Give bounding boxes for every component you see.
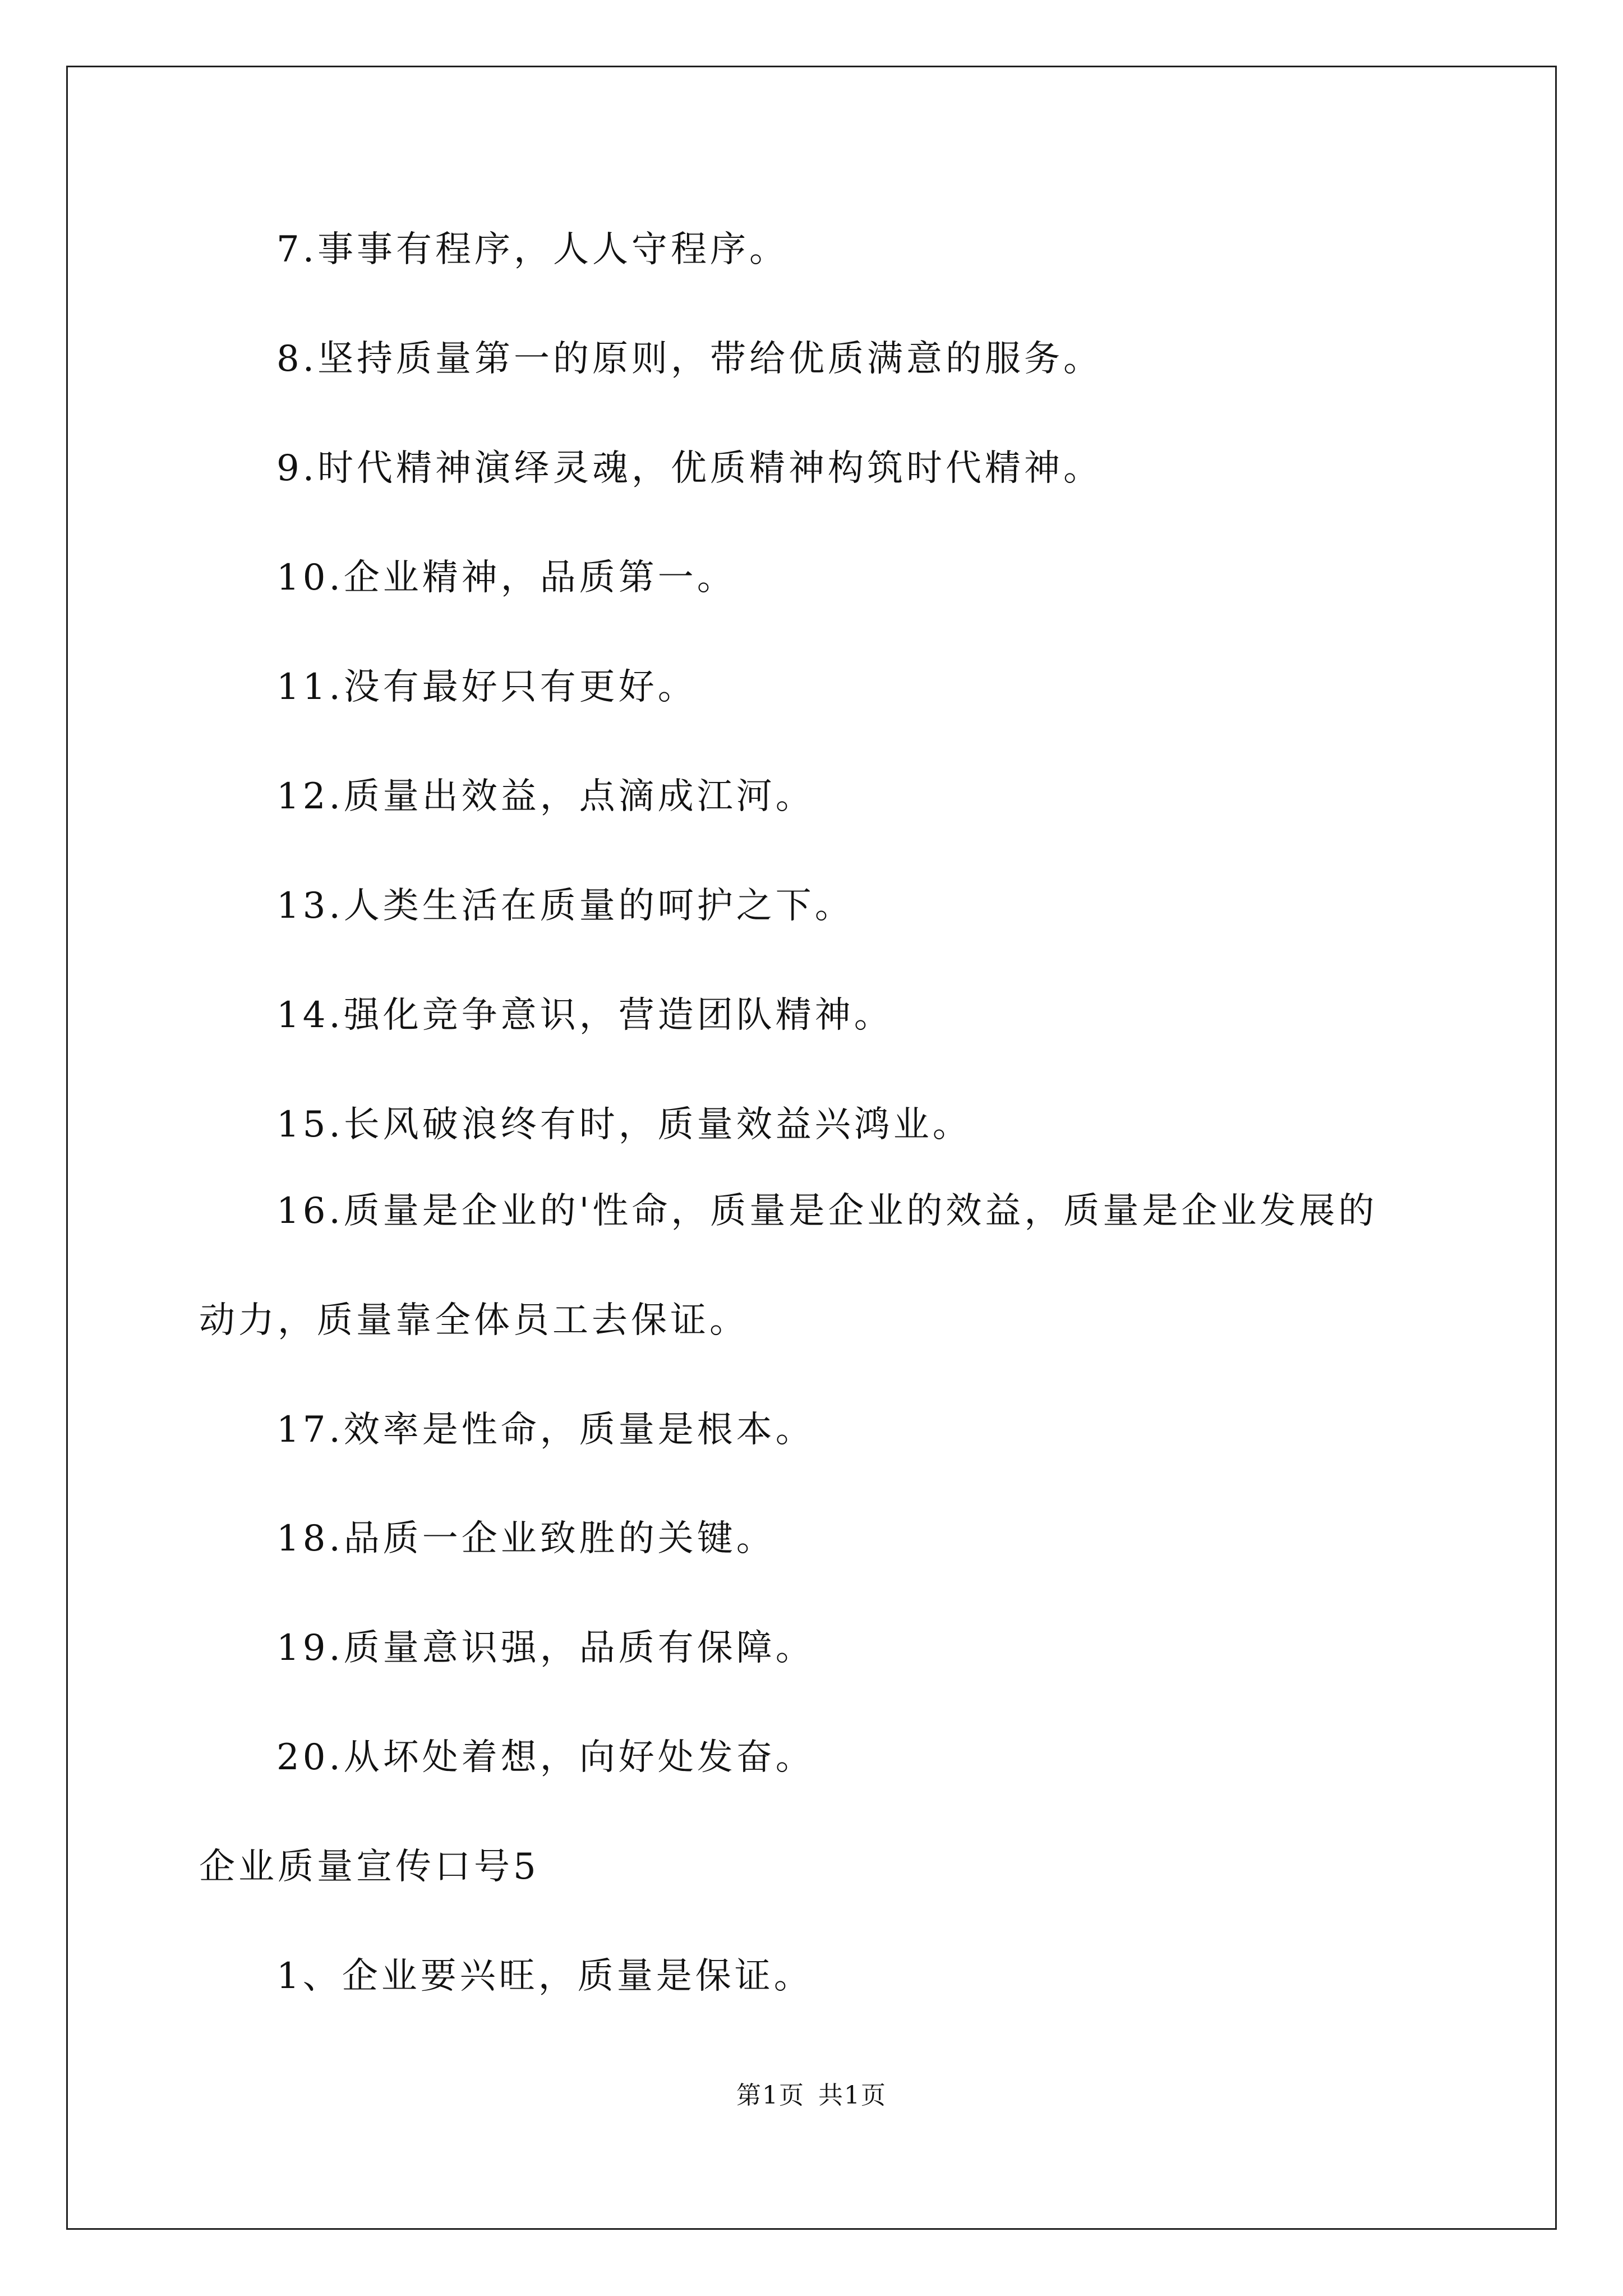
section-5-line-1: 1、企业要兴旺，质量是保证。 (276, 1955, 813, 1997)
page-number: 第1页 (736, 2081, 805, 2110)
slogan-line-20: 20.从坏处着想，向好处发奋。 (276, 1737, 815, 1778)
slogan-line-7: 7.事事有程序，人人守程序。 (276, 229, 789, 270)
slogan-line-11: 11.没有最好只有更好。 (276, 666, 697, 708)
page-footer (0, 2080, 1623, 2111)
slogan-line-14: 14.强化竞争意识，营造团队精神。 (276, 995, 893, 1036)
slogan-line-18: 18.品质一企业致胜的关键。 (276, 1518, 776, 1559)
slogan-line-9: 9.时代精神演绎灵魂，优质精神构筑时代精神。 (276, 448, 1103, 489)
slogan-line-15: 15.长风破浪终有时，质量效益兴鸿业。 (276, 1104, 972, 1145)
slogan-line-12: 12.质量出效益，点滴成江河。 (276, 776, 815, 817)
page-total: 共1页 (818, 2081, 887, 2110)
slogan-line-19: 19.质量意识强，品质有保障。 (276, 1627, 815, 1669)
section-heading: 企业质量宣传口号5 (199, 1846, 540, 1888)
slogan-line-16-continued: 动力，质量靠全体员工去保证。 (199, 1300, 749, 1341)
page-border (66, 66, 1557, 2230)
slogan-line-16: 16.质量是企业的'性命，质量是企业的效益，质量是企业发展的 (276, 1190, 1378, 1232)
slogan-line-8: 8.坚持质量第一的原则，带给优质满意的服务。 (276, 338, 1103, 380)
slogan-line-17: 17.效率是性命，质量是根本。 (276, 1409, 815, 1451)
slogan-line-13: 13.人类生活在质量的呵护之下。 (276, 885, 854, 927)
slogan-line-10: 10.企业精神，品质第一。 (276, 557, 736, 599)
